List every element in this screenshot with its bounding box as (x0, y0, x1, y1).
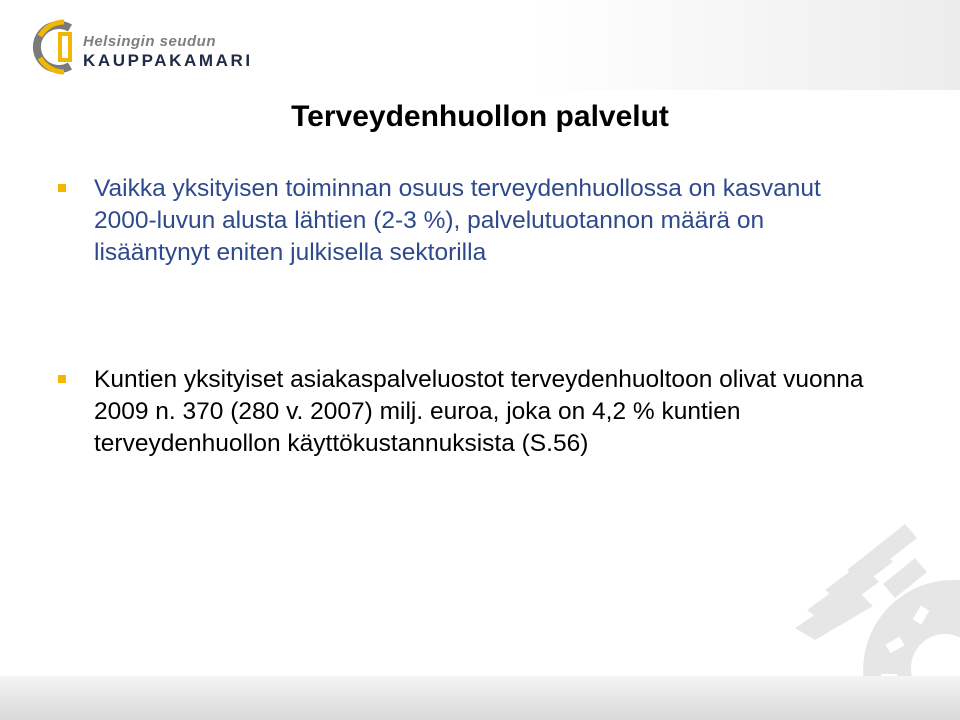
kauppakamari-logo (30, 14, 260, 80)
logo-line2: KAUPPAKAMARI (83, 51, 253, 70)
bullet-1 (94, 173, 884, 269)
footer-bar (0, 676, 960, 720)
bullet-2 (94, 364, 884, 460)
gear-bird-watermark-icon (795, 518, 960, 688)
logo-line1: Helsingin seudun (83, 33, 217, 50)
kauppakamari-logo-icon (30, 14, 86, 80)
bullet-marker (58, 375, 66, 383)
bullet-2-text: Kuntien yksityiset asiakaspalveluostot terveydenhuoltoon olivat vuonna 2009 n. 370 (280 v. 2007) milj. euroa, joka on 4,2 % kuntien terveydenhuollon käyttökustannuksista (S.56) (94, 366, 864, 457)
bullet-1-text: Vaikka yksityisen toiminnan osuus terveydenhuollossa on kasvanut 2000-luvun alusta lähtien (2-3 %), palvelutuotannon määrä on lisääntynyt eniten julkisella sektorilla (94, 175, 821, 266)
slide-title: Terveydenhuollon palvelut (291, 100, 669, 133)
bullet-marker (58, 184, 66, 192)
